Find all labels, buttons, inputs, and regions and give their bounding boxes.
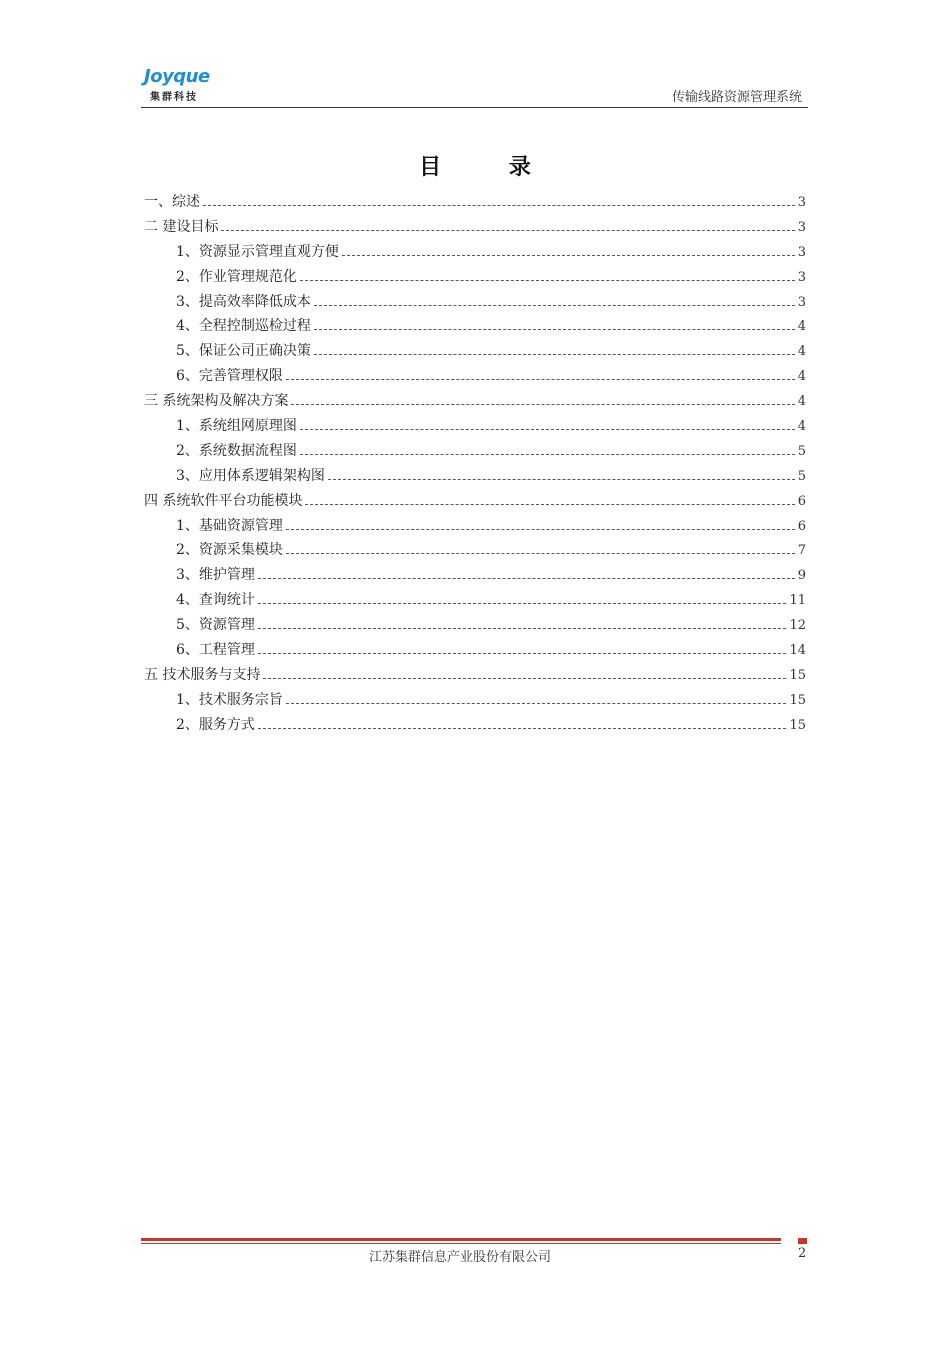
toc-leader-dots <box>291 404 794 405</box>
toc-entry-page: 5 <box>797 468 806 484</box>
toc-entry-page: 9 <box>797 568 806 584</box>
toc-entry[interactable] <box>144 389 806 414</box>
toc-entry-page: 4 <box>797 344 806 360</box>
toc-entry-label: 1、系统组网原理图 <box>176 418 297 435</box>
toc-entry-page: 4 <box>797 394 806 410</box>
toc-entry[interactable] <box>144 638 806 663</box>
toc-entry[interactable] <box>144 364 806 389</box>
toc-entry-label: 5、保证公司正确决策 <box>176 343 311 360</box>
toc-entry-page: 3 <box>797 244 806 260</box>
toc-entry[interactable] <box>144 314 806 339</box>
toc-entry-page: 15 <box>789 717 806 733</box>
toc-leader-dots <box>221 230 794 231</box>
table-of-contents <box>144 190 806 738</box>
toc-entry-page: 4 <box>797 319 806 335</box>
toc-entry[interactable] <box>144 190 806 215</box>
toc-leader-dots <box>258 728 787 729</box>
toc-entry-page: 5 <box>797 443 806 459</box>
toc-entry-page: 11 <box>789 593 806 609</box>
page-header <box>141 64 808 108</box>
toc-entry[interactable] <box>144 713 806 738</box>
toc-entry-label: 3、应用体系逻辑架构图 <box>176 467 325 484</box>
toc-leader-dots <box>286 529 795 530</box>
toc-entry[interactable] <box>144 215 806 240</box>
toc-entry-label: 三 系统架构及解决方案 <box>144 393 289 410</box>
toc-heading: 目 录 <box>419 155 561 180</box>
toc-leader-dots <box>300 429 795 430</box>
toc-entry[interactable] <box>144 240 806 265</box>
toc-entry-label: 二 建设目标 <box>144 218 219 235</box>
toc-entry-page: 6 <box>797 493 806 509</box>
toc-entry-label: 2、作业管理规范化 <box>176 268 297 285</box>
toc-entry[interactable] <box>144 439 806 464</box>
toc-leader-dots <box>305 504 794 505</box>
toc-entry[interactable] <box>144 489 806 514</box>
toc-leader-dots <box>258 578 795 579</box>
toc-leader-dots <box>258 653 787 654</box>
toc-entry-page: 3 <box>797 269 806 285</box>
company-logo-subtitle: 集群科技 <box>150 92 198 103</box>
toc-entry[interactable] <box>144 688 806 713</box>
footer-rule-thin <box>141 1243 781 1244</box>
toc-leader-dots <box>314 354 795 355</box>
toc-entry-label: 1、资源显示管理直观方便 <box>176 243 339 260</box>
toc-entry-label: 2、资源采集模块 <box>176 542 283 559</box>
toc-entry-page: 6 <box>797 518 806 534</box>
toc-leader-dots <box>203 205 795 206</box>
toc-leader-dots <box>258 603 787 604</box>
toc-entry-page: 15 <box>789 692 806 708</box>
toc-leader-dots <box>300 280 795 281</box>
toc-entry-page: 15 <box>789 667 806 683</box>
toc-entry[interactable] <box>144 563 806 588</box>
toc-entry-label: 6、完善管理权限 <box>176 368 283 385</box>
toc-leader-dots <box>286 703 787 704</box>
toc-entry-label: 2、服务方式 <box>176 716 255 733</box>
toc-entry[interactable] <box>144 265 806 290</box>
company-logo: Joyque <box>144 66 210 87</box>
toc-entry-label: 6、工程管理 <box>176 642 255 659</box>
toc-entry-label: 4、全程控制巡检过程 <box>176 318 311 335</box>
footer-rule <box>141 1238 781 1241</box>
toc-entry[interactable] <box>144 613 806 638</box>
toc-entry-label: 4、查询统计 <box>176 592 255 609</box>
toc-entry-page: 12 <box>789 618 806 634</box>
toc-entry-label: 四 系统软件平台功能模块 <box>144 492 303 509</box>
toc-entry[interactable] <box>144 663 806 688</box>
toc-leader-dots <box>314 329 795 330</box>
toc-entry-page: 3 <box>797 195 806 210</box>
toc-entry-page: 3 <box>797 219 806 235</box>
toc-entry-label: 5、资源管理 <box>176 617 255 634</box>
toc-entry-page: 7 <box>797 543 806 559</box>
toc-leader-dots <box>263 678 786 679</box>
toc-entry-label: 五 技术服务与支持 <box>144 666 261 683</box>
toc-entry[interactable] <box>144 464 806 489</box>
toc-entry-page: 14 <box>789 643 806 659</box>
document-title: 传输线路资源管理系统 <box>671 90 802 105</box>
toc-entry-label: 1、技术服务宗旨 <box>176 691 283 708</box>
toc-leader-dots <box>328 479 795 480</box>
toc-entry-label: 3、提高效率降低成本 <box>176 293 311 310</box>
toc-entry[interactable] <box>144 588 806 613</box>
toc-entry-page: 4 <box>797 419 806 435</box>
toc-entry[interactable] <box>144 414 806 439</box>
footer-marker <box>798 1238 807 1244</box>
footer-company: 江苏集群信息产业股份有限公司 <box>368 1250 551 1265</box>
toc-leader-dots <box>286 553 795 554</box>
toc-leader-dots <box>258 628 787 629</box>
toc-entry-label: 2、系统数据流程图 <box>176 442 297 459</box>
toc-entry-label: 1、基础资源管理 <box>176 517 283 534</box>
toc-leader-dots <box>286 379 795 380</box>
toc-entry-label: 3、维护管理 <box>176 567 255 584</box>
toc-entry[interactable] <box>144 538 806 563</box>
toc-entry[interactable] <box>144 514 806 539</box>
toc-leader-dots <box>342 255 795 256</box>
page-number: 2 <box>798 1246 807 1261</box>
toc-entry[interactable] <box>144 290 806 315</box>
toc-leader-dots <box>300 454 795 455</box>
toc-entry-label: 一、综述 <box>144 194 200 210</box>
toc-entry-page: 4 <box>797 369 806 385</box>
toc-leader-dots <box>314 305 795 306</box>
toc-entry[interactable] <box>144 339 806 364</box>
toc-entry-page: 3 <box>797 294 806 310</box>
